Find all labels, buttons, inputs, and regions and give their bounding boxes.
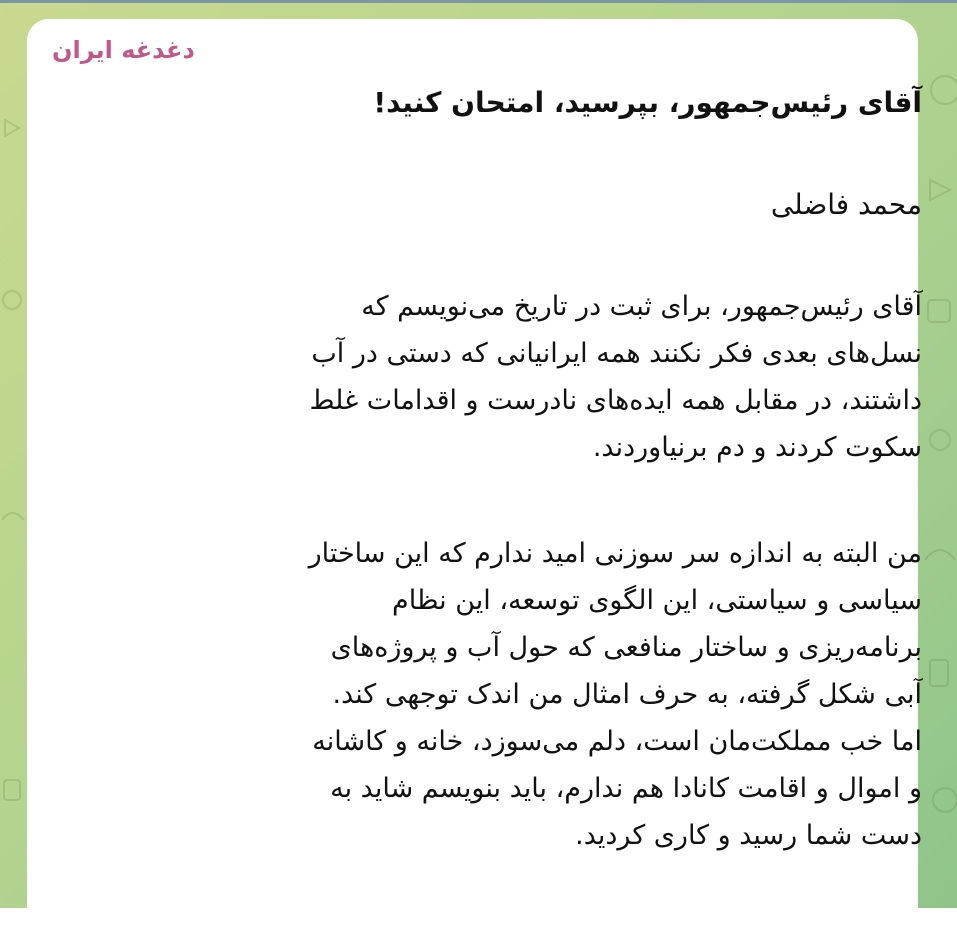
text-line: آقای رئیس‌جمهور، برای ثبت در تاریخ می‌نویسم که	[361, 291, 922, 322]
text-line: دست شما رسید و کاری کردید.	[575, 820, 922, 851]
text-line: سکوت کردند و دم برنیاوردند.	[592, 432, 922, 463]
post-headline: آقای رئیس‌جمهور، بپرسید، امتحان کنید!	[373, 86, 922, 119]
text-line: من البته به اندازه سر سوزنی امید ندارم که این ساختار	[308, 538, 922, 569]
text-line: آبی شکل گرفته، به حرف امثال من اندک توجهی کند.	[332, 679, 922, 710]
text-line: برنامه‌ریزی و ساختار منافعی که حول آب و پروژه‌های	[330, 632, 922, 663]
text-line: و اموال و اقامت کانادا هم ندارم، باید بنویسم شاید به	[330, 773, 922, 804]
text-line: سیاسی و سیاستی، این الگوی توسعه، این نظام	[392, 585, 922, 616]
text-line: داشتند، در مقابل همه ایده‌های نادرست و اقدامات غلط	[309, 385, 922, 416]
channel-name[interactable]: دغدغه ایران	[52, 36, 195, 64]
post-paragraph-2	[117, 530, 922, 859]
window-top-strip	[0, 0, 957, 3]
post-paragraph-1	[117, 283, 922, 471]
text-line: نسل‌های بعدی فکر نکنند همه ایرانیانی که دستی در آب	[311, 338, 922, 369]
text-line: اما خب مملکت‌مان است، دلم می‌سوزد، خانه و کاشانه	[312, 726, 922, 757]
post-author: محمد فاضلی	[770, 188, 922, 221]
